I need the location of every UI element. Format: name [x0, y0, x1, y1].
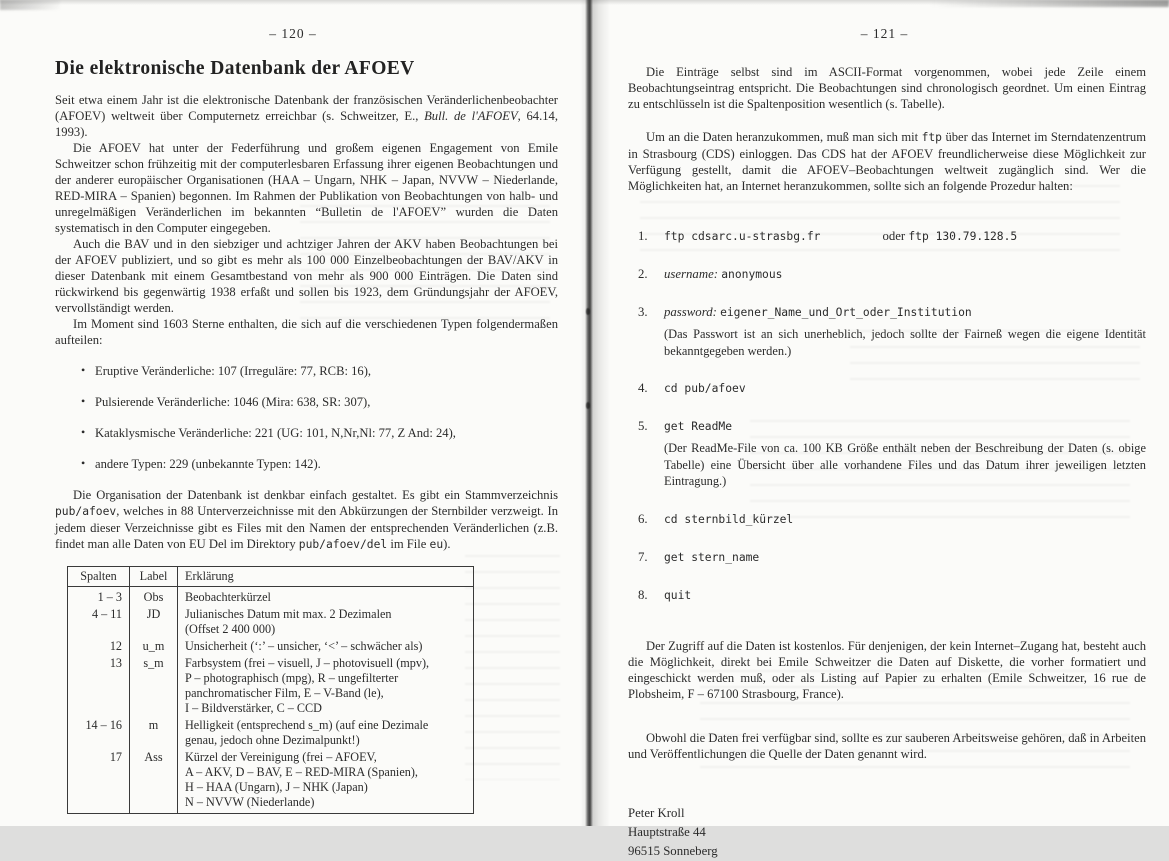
cell-label: u_m: [130, 638, 178, 655]
cell-line: (Offset 2 400 000): [185, 622, 276, 636]
cell-label: JD: [130, 606, 178, 638]
paragraph: [628, 730, 1146, 762]
text-segment: get ReadMe: [664, 420, 733, 433]
cell-line: H – HAA (Ungarn), J – NHK (Japan): [185, 780, 368, 794]
cell-erklaerung: [178, 749, 474, 814]
text-segment: Auch die BAV und in den siebziger und achtziger Jahren der AKV haben Beobachtungen bei der AFOEV publiziert, und so gibt es mehr als 100 000 Einzelbeobachtungen der BAV/AKV in dieser Datenbank mit einem Gesamtbestand von mehr als 900 000 Einträgen. Die Daten sind rückwirkend bis gegenwärtig 1938 erfaßt und sollen bis 1923, dem Gründungsjahr der AFOEV, vervollständigt werden.: [55, 237, 558, 315]
cell-label: Ass: [130, 749, 178, 814]
table-row: [68, 606, 474, 638]
procedure-step: [628, 418, 1146, 490]
bullet-icon: •: [81, 425, 86, 439]
table-row: [68, 587, 474, 607]
paragraph: [55, 236, 558, 316]
paragraph: [628, 129, 1146, 194]
text-segment: Die Organisation der Datenbank ist denkbar einfach gestaltet. Es gibt ein Stammverzeichnis: [73, 488, 558, 502]
right-page: [600, 0, 1169, 858]
text-segment: ).: [443, 537, 451, 551]
left-page: [0, 0, 586, 826]
cell-erklaerung: [178, 638, 474, 655]
step-command: [664, 267, 782, 281]
procedure-step: [628, 266, 1146, 283]
cell-erklaerung: [178, 717, 474, 749]
paragraph: [55, 140, 558, 236]
cell-spalten: 13: [68, 655, 130, 717]
text-segment: password:: [664, 305, 717, 319]
author-address: [628, 804, 1146, 861]
text-segment: anonymous: [721, 268, 783, 281]
paragraph: [628, 638, 1146, 702]
step-number: 8.: [638, 587, 648, 602]
step-command: [664, 512, 793, 526]
step-command: [664, 229, 1017, 243]
text-segment: cd sternbild_kürzel: [664, 512, 794, 526]
text-segment: pub/afoev: [55, 505, 117, 518]
bullet-text: Pulsierende Veränderliche: 1046 (Mira: 638, SR: 307),: [95, 395, 371, 409]
step-command: [664, 550, 759, 564]
address-line: Hauptstraße 44: [628, 824, 706, 839]
step-command: [664, 381, 746, 395]
paragraph: [628, 64, 1146, 112]
text-segment: Im Moment sind 1603 Sterne enthalten, die sich auf die verschiedenen Typen folgendermaßen aufteilen:: [55, 317, 558, 347]
page-number-right: – 121 –: [860, 26, 909, 41]
cell-line: P – photographisch (mpg), R – ungefilterter: [185, 671, 399, 685]
text-segment: Obwohl die Daten frei verfügbar sind, sollte es zur sauberen Arbeitsweise gehören, daß in Arbeiten und Veröffentlichungen die Quelle der Daten genannt wird.: [628, 730, 1146, 761]
bullet-text: andere Typen: 229 (unbekannte Typen: 142).: [95, 457, 321, 471]
bullet-item: [55, 425, 558, 441]
address-line: 96515 Sonneberg: [628, 843, 718, 858]
step-command: [664, 588, 691, 602]
cell-spalten: 14 – 16: [68, 717, 130, 749]
procedure-step: [628, 304, 1146, 359]
text-segment: quit: [664, 588, 692, 602]
cell-line: Julianisches Datum mit max. 2 Dezimalen: [185, 607, 392, 621]
step-number: 4.: [638, 381, 648, 395]
cell-line: Beobachterkürzel: [185, 590, 271, 604]
cell-label: m: [130, 717, 178, 749]
text-segment: ftp 130.79.128.5: [908, 230, 1018, 243]
procedure-step: [628, 228, 1146, 245]
scan-speck: [586, 402, 590, 409]
cell-line: genau, jedoch ohne Dezimalpunkt!): [185, 733, 360, 747]
cell-label: s_m: [130, 655, 178, 717]
paragraph: [55, 92, 558, 140]
cell-line: Helligkeit (entsprechend s_m) (auf eine Dezimale: [185, 718, 429, 732]
bullet-icon: •: [81, 394, 86, 408]
table-header-cell: Erklärung: [178, 567, 474, 587]
procedure-step: [628, 587, 1146, 604]
step-note: (Das Passwort ist an sich unerheblich, jedoch sollte der Fairneß wegen die eigene Identität bekanntgegeben werden.): [664, 327, 1146, 358]
text-segment: , 64.14, 1993).: [55, 109, 558, 139]
bullet-item: [55, 456, 558, 472]
paragraph: [55, 487, 558, 553]
text-segment: pub/afoev/del: [298, 538, 388, 551]
text-segment: im File: [387, 537, 430, 551]
text-segment: cd pub/afoev: [664, 382, 746, 395]
cell-line: Kürzel der Vereinigung (frei – AFOEV,: [185, 750, 377, 764]
step-command: [664, 419, 732, 433]
procedure-step: [628, 380, 1146, 397]
step-number: 3.: [638, 305, 648, 319]
cell-line: Farbsystem (frei – visuell, J – photovisuell (mpv),: [185, 656, 430, 670]
cell-erklaerung: [178, 606, 474, 638]
step-number: 7.: [638, 549, 648, 564]
text-segment: eu: [429, 538, 444, 551]
text-segment: eigener_Name_und_Ort_oder_Institution: [720, 306, 972, 319]
cell-line: N – NVVW (Niederlande): [185, 795, 315, 809]
bullet-icon: •: [81, 456, 86, 470]
cell-line: Unsicherheit (‘:’ – unsicher, ‘<’ – schwächer als): [185, 639, 423, 653]
cell-spalten: 4 – 11: [68, 606, 130, 638]
text-segment: über das Internet im Sterndatenzentrum in Strasbourg (CDS) einloggen. Das CDS hat der AFOEV freundlicherweise diese Möglichkeit zur Verfügung gestellt, damit die AFOEV–Beobachtungen weltweit zugänglich sind. Wer die Möglichkeiten hat, an Internet heranzukommen, sollte sich an folgende Prozedur halten:: [628, 130, 1147, 193]
cell-line: A – AKV, D – BAV, E – RED-MIRA (Spanien),: [185, 765, 418, 779]
data-table: [67, 566, 474, 814]
bullet-text: Kataklysmische Veränderliche: 221 (UG: 101, N,Nr,Nl: 77, Z And: 24),: [95, 426, 456, 440]
left-page-content: [55, 58, 558, 814]
text-segment: , welches in 88 Unterverzeichnisse mit den Abkürzungen der Sternbilder verzweigt. In jedem dieser Verzeichnisse gibt es Files mit den Namen der entsprechenden Veränderlichen (z.B. findet man alle Daten von EU Del im Direktory: [55, 504, 558, 551]
bullet-item: [55, 394, 558, 410]
text-segment: ftp cdsarc.u-strasbg.fr: [664, 230, 821, 243]
text-segment: oder: [882, 229, 909, 243]
procedure-step: [628, 549, 1146, 566]
cell-label: Obs: [130, 587, 178, 607]
table-row: [68, 749, 474, 814]
text-segment: Der Zugriff auf die Daten ist kostenlos. Für denjenigen, der kein Internet–Zugang hat, besteht auch die Möglichkeit, direkt bei Emile Schweitzer die Daten auf Diskette, die vorher formatiert und eingeschickt werden muß, oder als Listing auf Papier zu erhalten (Emile Schweitzer, 16 rue de Plobsheim, F – 67100 Strasbourg, France).: [628, 638, 1146, 701]
scan-speck: [586, 308, 590, 315]
step-number: 6.: [638, 511, 648, 526]
table-row: [68, 655, 474, 717]
procedure-step: [628, 511, 1146, 528]
cell-spalten: 1 – 3: [68, 587, 130, 607]
text-segment: Seit etwa einem Jahr ist die elektronische Datenbank der französischen Veränderlichenbeobachter (AFOEV) weltweit über Computernetz erreichbar (s. Schweitzer, E.,: [55, 93, 558, 123]
bullet-text: Eruptive Veränderliche: 107 (Irreguläre: 77, RCB: 16),: [95, 364, 372, 378]
cell-spalten: 17: [68, 749, 130, 814]
text-segment: Bull. de l'AFOEV: [424, 109, 518, 123]
cell-line: panchromatischer Film, E – V-Band (le),: [185, 686, 384, 700]
table-row: [68, 638, 474, 655]
cell-spalten: 12: [68, 638, 130, 655]
text-segment: get stern_name: [664, 550, 760, 564]
page-number-left: – 120 –: [269, 26, 317, 41]
column-format-table: [67, 566, 558, 814]
address-line: Peter Kroll: [628, 805, 685, 820]
bullet-list: [55, 363, 558, 472]
step-number: 1.: [638, 229, 648, 243]
bullet-icon: •: [81, 363, 86, 377]
cell-erklaerung: [178, 587, 474, 607]
table-row: [68, 717, 474, 749]
paragraph: [55, 316, 558, 348]
text-segment: username:: [664, 267, 719, 281]
step-note: (Der ReadMe-File von ca. 100 KB Größe enthält neben der Beschreibung der Daten (s. obige Tabelle) eine Übersicht über alle vorhandene Files und das Datum ihrer jeweiligen letzten Eintragung.): [664, 441, 1146, 488]
table-header-cell: Spalten: [68, 567, 130, 587]
text-segment: Die AFOEV hat unter der Federführung und großem eigenen Engagement von Emile Schweitzer schon frühzeitig mit der computerlesbaren Erfassung ihrer eigenen Beobachtungen und der anderer europäischer Organisationen (HAA – Ungarn, NHK – Japan, NVVW – Niederlande, RED-MIRA – Spanien) begonnen. Im Rahmen der Publikation von Beobachtungen von halb- und unregelmäßigen Veränderlichen im bekannten “Bulletin de l'AFOEV” wurden die Daten systematisch in den Computer eingegeben.: [55, 141, 558, 235]
right-page-content: [628, 64, 1146, 861]
table-header-cell: Label: [130, 567, 178, 587]
step-number: 2.: [638, 267, 648, 281]
article-title: Die elektronische Datenbank der AFOEV: [55, 58, 415, 79]
text-segment: Die Einträge selbst sind im ASCII-Format vorgenommen, wobei jede Zeile einem Beobachtungseintrag entspricht. Die Beobachtungen sind chronologisch geordnet. Um einen Eintrag zu entschlüsseln ist die Spaltenposition wesentlich (s. Tabelle).: [628, 65, 1146, 111]
text-segment: Um an die Daten heranzukommen, muß man sich mit: [646, 130, 922, 144]
step-number: 5.: [638, 419, 648, 433]
text-segment: ftp: [921, 131, 942, 144]
bullet-item: [55, 363, 558, 379]
procedure-list: [628, 228, 1146, 604]
cell-line: I – Bildverstärker, C – CCD: [185, 701, 322, 715]
step-command: [664, 305, 972, 319]
cell-erklaerung: [178, 655, 474, 717]
